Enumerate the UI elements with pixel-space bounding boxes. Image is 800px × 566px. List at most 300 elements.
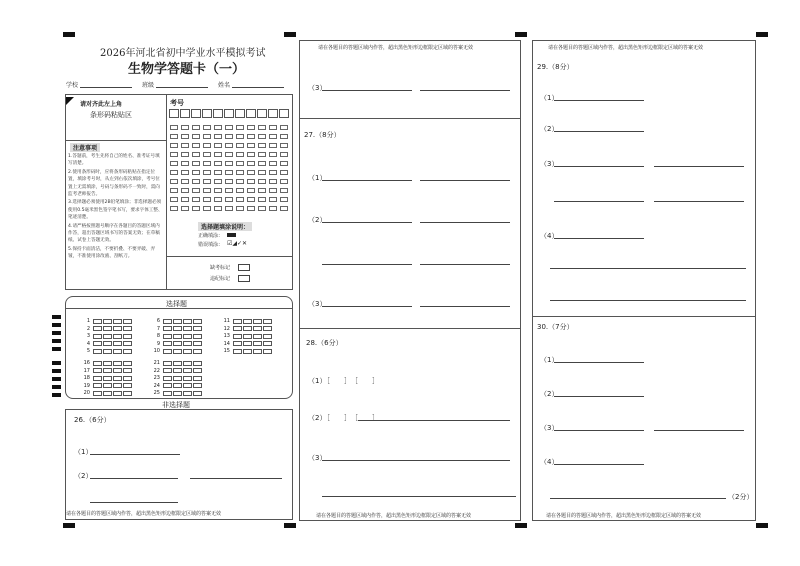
mc-option-bubble[interactable] (103, 334, 112, 339)
mc-option-bubble[interactable] (103, 368, 112, 373)
mc-option-bubble[interactable] (163, 391, 172, 396)
mc-option-bubble[interactable] (253, 319, 262, 324)
mc-option-bubble[interactable] (263, 349, 272, 354)
mc-question-row[interactable] (82, 326, 133, 332)
exam-no-bubble[interactable] (192, 143, 200, 148)
mc-option-bubble[interactable] (193, 383, 202, 388)
mc-option-bubble[interactable] (163, 349, 172, 354)
mc-option-bubble[interactable] (163, 383, 172, 388)
exam-no-bubble[interactable] (247, 125, 255, 130)
mc-option-bubble[interactable] (253, 341, 262, 346)
exam-no-bubble[interactable] (258, 152, 266, 157)
absent-mark-box[interactable] (238, 264, 250, 271)
mc-option-bubble[interactable] (93, 334, 102, 339)
mc-option-bubble[interactable] (173, 376, 182, 381)
exam-no-bubble[interactable] (214, 206, 222, 211)
mc-question-number: 5 (86, 348, 90, 355)
mc-option-bubble[interactable] (243, 334, 252, 339)
mc-option-bubble[interactable] (123, 334, 132, 339)
mc-question-row[interactable] (82, 348, 133, 354)
mc-question-row[interactable] (152, 318, 203, 324)
exam-no-bubble[interactable] (181, 197, 189, 202)
mc-option-bubble[interactable] (93, 349, 102, 354)
exam-no-bubble[interactable] (258, 170, 266, 175)
answer-line[interactable] (554, 362, 644, 363)
exam-no-bubble[interactable] (203, 197, 211, 202)
exam-no-bubble[interactable] (203, 170, 211, 175)
mc-option-bubble[interactable] (103, 361, 112, 366)
q30-part3-label: （3） (540, 424, 559, 432)
exam-no-bubble[interactable] (236, 206, 244, 211)
answer-line[interactable] (322, 264, 412, 265)
exam-no-bubble[interactable] (203, 206, 211, 211)
mc-option-bubble[interactable] (263, 341, 272, 346)
mc-question-number: 14 (223, 340, 230, 347)
mc-option-bubble[interactable] (113, 383, 122, 388)
mc-question-row[interactable] (222, 326, 273, 332)
mc-question-row[interactable] (82, 368, 133, 374)
exam-no-bubble[interactable] (280, 161, 288, 166)
exam-no-bubble[interactable] (214, 152, 222, 157)
mc-option-bubble[interactable] (183, 368, 192, 373)
exam-no-bubble[interactable] (225, 206, 233, 211)
exam-no-bubble[interactable] (247, 152, 255, 157)
exam-no-bubble[interactable] (247, 197, 255, 202)
mc-option-bubble[interactable] (193, 391, 202, 396)
mc-option-bubble[interactable] (163, 341, 172, 346)
exam-no-bubble[interactable] (170, 197, 178, 202)
exam-no-bubble[interactable] (225, 143, 233, 148)
mc-option-bubble[interactable] (173, 349, 182, 354)
answer-line[interactable] (550, 300, 746, 301)
mc-option-bubble[interactable] (193, 334, 202, 339)
mc-option-bubble[interactable] (103, 383, 112, 388)
exam-no-bubble[interactable] (269, 134, 277, 139)
exam-no-bubble[interactable] (214, 161, 222, 166)
exam-no-bubble[interactable] (214, 170, 222, 175)
mc-option-bubble[interactable] (93, 376, 102, 381)
mc-option-bubble[interactable] (193, 319, 202, 324)
exam-no-bubble[interactable] (280, 179, 288, 184)
exam-no-bubble[interactable] (280, 125, 288, 130)
exam-no-bubble[interactable] (269, 188, 277, 193)
mc-option-bubble[interactable] (103, 376, 112, 381)
exam-no-bubble[interactable] (236, 143, 244, 148)
q26-part2-line2[interactable] (190, 478, 282, 479)
exam-no-bubble[interactable] (170, 161, 178, 166)
answer-line[interactable] (322, 180, 412, 181)
answer-line[interactable] (420, 180, 510, 181)
exam-no-digit-box[interactable] (257, 109, 267, 118)
exam-no-bubble[interactable] (247, 134, 255, 139)
mc-option-bubble[interactable] (123, 341, 132, 346)
mc-option-bubble[interactable] (263, 326, 272, 331)
violation-mark-box[interactable] (238, 275, 250, 282)
exam-no-digit-box[interactable] (169, 109, 179, 118)
mc-option-bubble[interactable] (123, 349, 132, 354)
exam-no-bubble[interactable] (192, 179, 200, 184)
exam-no-bubble[interactable] (269, 179, 277, 184)
mc-option-bubble[interactable] (123, 391, 132, 396)
mc-option-bubble[interactable] (93, 326, 102, 331)
exam-no-bubble[interactable] (181, 125, 189, 130)
exam-no-bubble[interactable] (181, 143, 189, 148)
exam-no-bubble[interactable] (192, 170, 200, 175)
mc-option-bubble[interactable] (113, 361, 122, 366)
mc-option-bubble[interactable] (93, 319, 102, 324)
mc-question-row[interactable] (222, 348, 273, 354)
exam-no-digit-box[interactable] (279, 109, 289, 118)
q26-box (65, 409, 293, 520)
mc-option-bubble[interactable] (93, 391, 102, 396)
mc-option-bubble[interactable] (173, 334, 182, 339)
exam-no-bubble[interactable] (280, 152, 288, 157)
exam-no-bubble[interactable] (236, 125, 244, 130)
answer-line[interactable] (654, 201, 744, 202)
exam-no-digit-box[interactable] (224, 109, 234, 118)
exam-no-bubble[interactable] (203, 188, 211, 193)
mc-option-bubble[interactable] (233, 319, 242, 324)
exam-no-bubble[interactable] (181, 134, 189, 139)
exam-no-bubble[interactable] (181, 188, 189, 193)
exam-no-bubble[interactable] (247, 188, 255, 193)
mc-option-bubble[interactable] (123, 383, 132, 388)
mc-option-bubble[interactable] (163, 334, 172, 339)
q30-score-note: （2分） (728, 493, 754, 501)
answer-line[interactable] (654, 166, 744, 167)
mc-option-bubble[interactable] (233, 326, 242, 331)
exam-no-bubble[interactable] (247, 170, 255, 175)
exam-no-bubble[interactable] (214, 197, 222, 202)
exam-no-bubble[interactable] (280, 206, 288, 211)
answer-line[interactable] (654, 430, 744, 431)
exam-no-bubble[interactable] (236, 134, 244, 139)
class-label: 班级 (142, 82, 155, 89)
answer-line[interactable] (554, 201, 644, 202)
mc-option-bubble[interactable] (173, 361, 182, 366)
exam-no-digit-box[interactable] (191, 109, 201, 118)
mc-option-bubble[interactable] (163, 361, 172, 366)
mc-option-bubble[interactable] (93, 341, 102, 346)
exam-no-bubble[interactable] (214, 125, 222, 130)
answer-line[interactable] (554, 100, 644, 101)
mc-option-bubble[interactable] (113, 334, 122, 339)
answer-line[interactable] (322, 90, 412, 91)
mc-option-bubble[interactable] (103, 326, 112, 331)
answer-line[interactable] (554, 396, 644, 397)
mc-option-bubble[interactable] (263, 334, 272, 339)
mc-option-bubble[interactable] (163, 368, 172, 373)
mc-option-bubble[interactable] (183, 319, 192, 324)
answer-line[interactable] (420, 90, 510, 91)
q27-part3-label: （3） (308, 300, 327, 308)
exam-no-bubble[interactable] (170, 125, 178, 130)
mc-option-bubble[interactable] (183, 376, 192, 381)
exam-no-bubble[interactable] (225, 125, 233, 130)
exam-no-bubble[interactable] (170, 179, 178, 184)
exam-no-bubble[interactable] (192, 161, 200, 166)
mc-question-row[interactable] (222, 333, 273, 339)
exam-no-bubble[interactable] (214, 134, 222, 139)
exam-no-bubble[interactable] (247, 143, 255, 148)
answer-line[interactable] (322, 306, 412, 307)
mc-question-row[interactable] (152, 360, 203, 366)
exam-no-bubble[interactable] (258, 179, 266, 184)
mc-option-bubble[interactable] (93, 383, 102, 388)
exam-no-bubble[interactable] (170, 206, 178, 211)
mc-option-bubble[interactable] (173, 368, 182, 373)
exam-no-bubble[interactable] (181, 206, 189, 211)
exam-no-bubble[interactable] (170, 170, 178, 175)
mc-question-row[interactable] (82, 341, 133, 347)
mc-option-bubble[interactable] (103, 349, 112, 354)
mc-option-bubble[interactable] (183, 349, 192, 354)
mc-option-bubble[interactable] (103, 341, 112, 346)
mc-option-bubble[interactable] (243, 341, 252, 346)
mc-option-bubble[interactable] (183, 383, 192, 388)
q26-part3-line[interactable] (90, 502, 178, 503)
exam-no-bubble[interactable] (203, 134, 211, 139)
mc-option-bubble[interactable] (233, 349, 242, 354)
school-field[interactable] (80, 87, 132, 88)
q26-part1-line[interactable] (90, 454, 180, 455)
exam-no-bubble[interactable] (225, 188, 233, 193)
mc-option-bubble[interactable] (243, 326, 252, 331)
mc-option-bubble[interactable] (123, 319, 132, 324)
exam-no-bubble[interactable] (192, 152, 200, 157)
answer-line[interactable] (550, 498, 726, 499)
exam-no-bubble[interactable] (258, 188, 266, 193)
answer-line[interactable] (322, 460, 510, 461)
exam-no-bubble[interactable] (203, 125, 211, 130)
mc-option-bubble[interactable] (243, 319, 252, 324)
mc-option-bubble[interactable] (243, 349, 252, 354)
mc-option-bubble[interactable] (163, 326, 172, 331)
mc-question-row[interactable] (82, 360, 133, 366)
mc-option-bubble[interactable] (183, 361, 192, 366)
mc-option-bubble[interactable] (123, 326, 132, 331)
mc-option-bubble[interactable] (113, 326, 122, 331)
exam-no-bubble[interactable] (269, 170, 277, 175)
name-label: 姓名 (218, 82, 231, 89)
mc-option-bubble[interactable] (93, 361, 102, 366)
exam-no-bubble[interactable] (247, 179, 255, 184)
exam-no-bubble[interactable] (236, 152, 244, 157)
mc-option-bubble[interactable] (173, 326, 182, 331)
notice-item: 1.答题前，考生先将自己的姓名、准考证号填写清楚。 (68, 154, 160, 167)
answer-line[interactable] (554, 464, 644, 465)
exam-no-bubble[interactable] (236, 170, 244, 175)
mc-option-bubble[interactable] (183, 391, 192, 396)
exam-no-bubble[interactable] (203, 143, 211, 148)
mc-option-bubble[interactable] (183, 341, 192, 346)
exam-no-bubble[interactable] (170, 134, 178, 139)
exam-no-bubble[interactable] (280, 143, 288, 148)
exam-no-bubble[interactable] (247, 206, 255, 211)
exam-no-bubble[interactable] (280, 188, 288, 193)
exam-no-bubble[interactable] (214, 143, 222, 148)
exam-no-bubble[interactable] (280, 134, 288, 139)
exam-no-bubble[interactable] (258, 161, 266, 166)
mc-question-number: 19 (83, 382, 90, 389)
mc-question-number: 25 (153, 390, 160, 397)
exam-no-bubble[interactable] (236, 197, 244, 202)
mc-option-bubble[interactable] (183, 334, 192, 339)
name-field[interactable] (232, 87, 284, 88)
answer-line[interactable] (554, 166, 644, 167)
mc-question-row[interactable] (222, 341, 273, 347)
exam-no-digit-box[interactable] (213, 109, 223, 118)
mc-question-row[interactable] (222, 318, 273, 324)
answer-line[interactable] (550, 268, 746, 269)
exam-no-bubble[interactable] (181, 170, 189, 175)
mc-option-bubble[interactable] (193, 341, 202, 346)
mc-question-row[interactable] (82, 383, 133, 389)
mc-option-bubble[interactable] (173, 391, 182, 396)
answer-line[interactable] (554, 131, 644, 132)
answer-line[interactable] (322, 222, 412, 223)
mc-option-bubble[interactable] (103, 391, 112, 396)
mc-option-bubble[interactable] (93, 368, 102, 373)
mc-option-bubble[interactable] (193, 368, 202, 373)
exam-no-bubble[interactable] (258, 125, 266, 130)
mc-question-row[interactable] (152, 333, 203, 339)
registration-mark (515, 523, 527, 528)
exam-no-bubble[interactable] (236, 188, 244, 193)
mc-option-bubble[interactable] (193, 361, 202, 366)
mc-option-bubble[interactable] (113, 376, 122, 381)
mc-option-bubble[interactable] (163, 376, 172, 381)
exam-no-bubble[interactable] (258, 143, 266, 148)
exam-no-bubble[interactable] (214, 188, 222, 193)
q26-part2-line[interactable] (90, 478, 178, 479)
exam-no-digit-box[interactable] (246, 109, 256, 118)
card-title: 生物学答题卡（一） (128, 62, 246, 77)
mc-option-bubble[interactable] (113, 341, 122, 346)
mc-option-bubble[interactable] (113, 349, 122, 354)
exam-no-bubble[interactable] (203, 179, 211, 184)
q27-prev-part3-label: （3） (308, 84, 327, 92)
exam-no-bubble[interactable] (269, 197, 277, 202)
exam-no-bubble[interactable] (225, 179, 233, 184)
mc-question-row[interactable] (82, 318, 133, 324)
exam-no-bubble[interactable] (236, 179, 244, 184)
mc-question-row[interactable] (82, 375, 133, 381)
mc-question-row[interactable] (152, 383, 203, 389)
mc-option-bubble[interactable] (123, 361, 132, 366)
exam-no-bubble[interactable] (203, 152, 211, 157)
exam-no-bubble[interactable] (181, 161, 189, 166)
mc-option-bubble[interactable] (253, 326, 262, 331)
exam-no-bubble[interactable] (269, 152, 277, 157)
exam-no-bubble[interactable] (225, 152, 233, 157)
mc-option-bubble[interactable] (173, 383, 182, 388)
mc-option-bubble[interactable] (103, 319, 112, 324)
q29-part1-label: （1） (540, 94, 559, 102)
mc-option-bubble[interactable] (183, 326, 192, 331)
exam-no-bubble[interactable] (181, 152, 189, 157)
exam-no-bubble[interactable] (280, 197, 288, 202)
exam-no-bubble[interactable] (269, 125, 277, 130)
answer-line[interactable] (420, 222, 510, 223)
mc-option-bubble[interactable] (253, 349, 262, 354)
exam-no-bubble[interactable] (236, 161, 244, 166)
mc-option-bubble[interactable] (123, 368, 132, 373)
mc-option-bubble[interactable] (193, 376, 202, 381)
mc-option-bubble[interactable] (193, 326, 202, 331)
mc-option-bubble[interactable] (263, 319, 272, 324)
mc-question-row[interactable] (152, 341, 203, 347)
mc-option-bubble[interactable] (173, 341, 182, 346)
answer-line[interactable] (322, 496, 516, 497)
class-field[interactable] (156, 87, 208, 88)
exam-no-bubble[interactable] (258, 206, 266, 211)
exam-no-bubble[interactable] (181, 179, 189, 184)
mc-option-bubble[interactable] (113, 368, 122, 373)
mc-option-bubble[interactable] (233, 334, 242, 339)
exam-no-bubble[interactable] (269, 161, 277, 166)
exam-no-bubble[interactable] (192, 134, 200, 139)
answer-line[interactable] (554, 238, 644, 239)
answer-line[interactable] (358, 420, 510, 421)
mc-option-bubble[interactable] (233, 341, 242, 346)
mc-option-bubble[interactable] (113, 319, 122, 324)
exam-no-digit-box[interactable] (268, 109, 278, 118)
exam-no-bubble[interactable] (225, 197, 233, 202)
mc-option-bubble[interactable] (163, 319, 172, 324)
exam-no-bubble[interactable] (192, 206, 200, 211)
exam-no-bubble[interactable] (192, 188, 200, 193)
exam-no-bubble[interactable] (192, 125, 200, 130)
mc-option-bubble[interactable] (173, 319, 182, 324)
exam-no-bubble[interactable] (225, 134, 233, 139)
exam-no-bubble[interactable] (170, 143, 178, 148)
exam-no-bubble[interactable] (170, 188, 178, 193)
mc-question-row[interactable] (152, 348, 203, 354)
mc-option-bubble[interactable] (193, 349, 202, 354)
mc-question-row[interactable] (152, 375, 203, 381)
mc-option-bubble[interactable] (113, 391, 122, 396)
exam-no-bubble[interactable] (170, 152, 178, 157)
exam-no-bubble[interactable] (247, 161, 255, 166)
answer-line[interactable] (420, 264, 510, 265)
exam-no-bubble[interactable] (258, 134, 266, 139)
exam-no-digit-box[interactable] (202, 109, 212, 118)
exam-no-digit-box[interactable] (235, 109, 245, 118)
exam-no-bubble[interactable] (280, 170, 288, 175)
exam-no-bubble[interactable] (203, 161, 211, 166)
mc-question-row[interactable] (82, 390, 133, 396)
exam-no-digit-box[interactable] (180, 109, 190, 118)
exam-no-bubble[interactable] (214, 179, 222, 184)
mc-option-bubble[interactable] (253, 334, 262, 339)
exam-no-bubble[interactable] (225, 170, 233, 175)
exam-no-bubble[interactable] (269, 206, 277, 211)
mc-question-row[interactable] (152, 368, 203, 374)
mc-option-bubble[interactable] (123, 376, 132, 381)
mc-question-row[interactable] (152, 326, 203, 332)
answer-line[interactable] (420, 306, 510, 307)
divider (300, 328, 520, 329)
mc-question-row[interactable] (82, 333, 133, 339)
exam-no-bubble[interactable] (192, 197, 200, 202)
mc-question-number: 9 (156, 340, 160, 347)
exam-no-bubble[interactable] (258, 197, 266, 202)
exam-no-bubble[interactable] (225, 161, 233, 166)
mc-question-row[interactable] (152, 390, 203, 396)
exam-no-bubble[interactable] (269, 143, 277, 148)
answer-line[interactable] (554, 430, 644, 431)
